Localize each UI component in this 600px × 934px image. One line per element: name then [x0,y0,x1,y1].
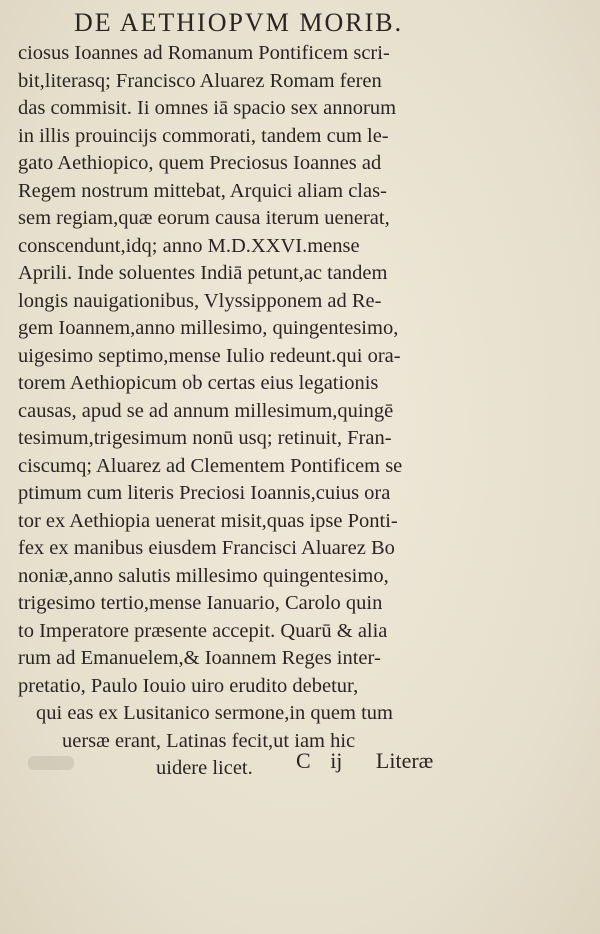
text-line: pretatio, Paulo Iouio uiro erudito debetur, [18,674,359,697]
text-line: uigesimo septimo,mense Iulio redeunt.qui ora- [18,344,401,367]
text-line: tesimum,trigesimum nonū usq; retinuit, Fran- [18,427,392,449]
text-line: das commisit. Ii omnes iā spacio sex annorum [18,97,397,119]
text-line: sem regiam,quæ eorum causa iterum uenerat, [18,207,390,229]
text-line: Regem nostrum mittebat, Arquici aliam clas- [18,179,387,202]
signature-mark: C [296,748,311,773]
text-line: torem Aethiopicum ob certas eius legationis [18,372,379,394]
text-line: ciosus Ioannes ad Romanum Pontificem scri- [18,42,390,64]
text-line: fex ex manibus eiusdem Francisci Aluarez Bo [18,537,395,559]
body-text [18,40,458,783]
catchword: Literæ [375,748,434,773]
text-line: gato Aethiopico, quem Preciosus Ioannes ad [18,152,382,174]
text-line: tor ex Aethiopia uenerat misit,quas ipse Ponti- [18,509,398,532]
page-footer [296,748,446,774]
text-line: conscendunt,idq; anno M.D.XXVI.mense [18,234,360,257]
ink-smudge [28,756,74,770]
text-line: qui eas ex Lusitanico sermone,in quem tum [36,702,393,724]
text-line: ciscumq; Aluarez ad Clementem Pontificem se [18,454,403,477]
text-line: uidere licet. [156,757,253,779]
text-line: uersæ erant, Latinas fecit,ut iam hic [62,729,356,752]
signature-number: ij [330,748,343,773]
text-line: longis nauigationibus, Vlyssipponem ad Re- [18,289,382,312]
text-line: to Imperatore præsente accepit. Quarū & alia [18,619,388,642]
text-line: causas, apud se ad annum millesimum,quingē [18,399,394,422]
text-line: Aprili. Inde soluentes Indiā petunt,ac tandem [18,262,388,284]
text-line: ptimum cum literis Preciosi Ioannis,cuius ora [18,482,391,504]
text-line: bit,literasq; Francisco Aluarez Romam feren [18,69,382,92]
text-line: in illis prouincijs commorati, tandem cum le- [18,124,389,147]
text-line: rum ad Emanuelem,& Ioannem Reges inter- [18,647,381,669]
text-line: noniæ,anno salutis millesimo quingentesimo, [18,564,389,587]
running-title: DE AETHIOPVM MORIB. [74,8,404,37]
text-line: trigesimo tertio,mense Ianuario, Carolo quin [18,592,383,614]
text-line: gem Ioannem,anno millesimo, quingentesimo, [18,317,399,339]
